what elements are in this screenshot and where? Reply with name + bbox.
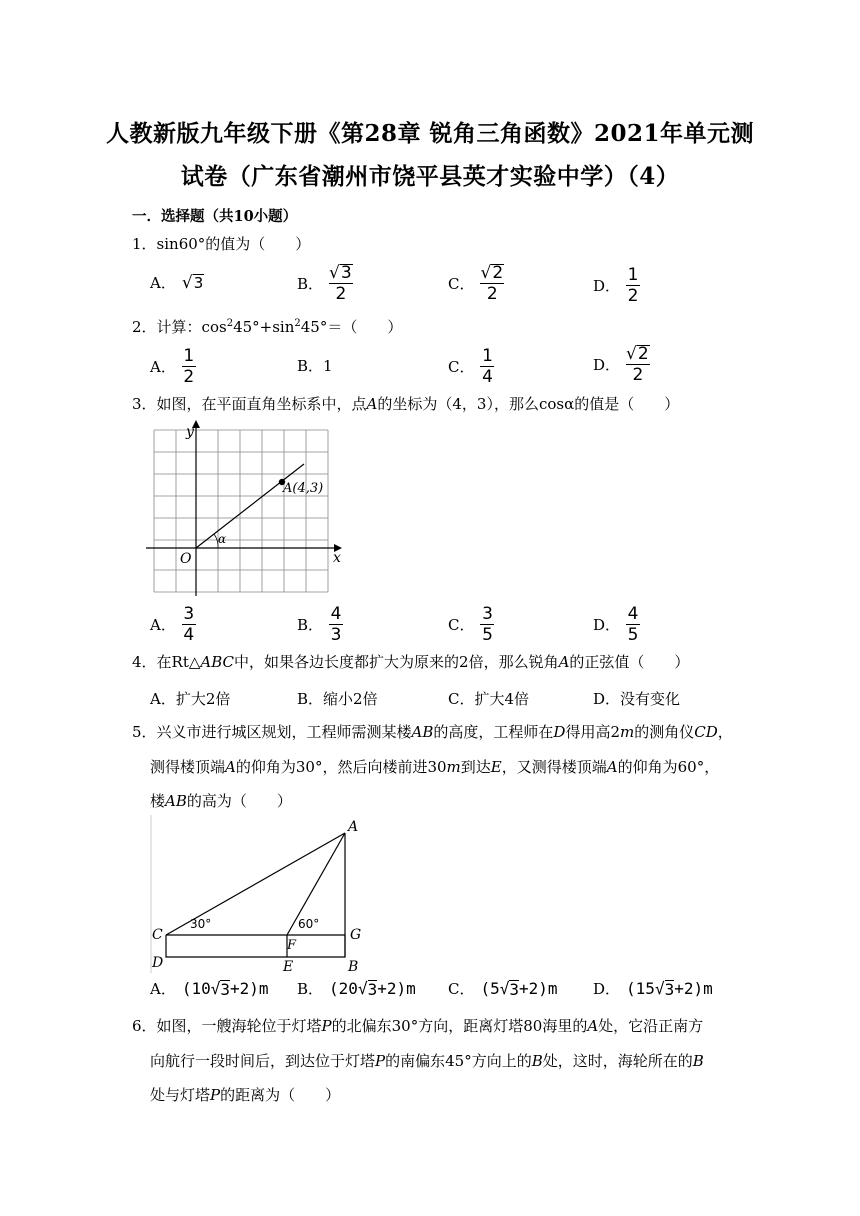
q2-option-c: C． $\frac{1}{4}$ (448, 346, 493, 387)
q5-fig-label-a: A (348, 819, 359, 835)
q5-fig-label-g: G (350, 927, 362, 943)
q5-fig-label-d: D (152, 955, 164, 971)
q4-option-d: D．没有变化 (593, 690, 681, 708)
section-heading: 一．选择题（共10小题） (132, 208, 298, 225)
q6-stem-line1: 6．如图，一艘海轮位于灯塔P的北偏东30°方向，距离灯塔80海里的A处，它沿正南方 (132, 1017, 704, 1035)
q4-option-b: B．缩小2倍 (297, 690, 378, 708)
q5-fig-label-c: C (152, 927, 163, 943)
q5-stem-line3: 楼AB的高为（ ） (150, 792, 292, 810)
q5-fig-label-f: F (287, 938, 297, 953)
q2-stem: 2．计算：$\cos^245^\circ+\sin^245^\circ=$（ ） (132, 318, 403, 336)
q2-option-d: D． √ 2 2 (593, 344, 649, 385)
q3-option-d: D． $\frac{4}{5}$ (593, 604, 639, 645)
q1-option-c: C． √ 2 2 (448, 263, 504, 304)
q2-option-b: B．1 (297, 357, 333, 375)
doc-title-line1: 人教新版九年级下册《第28章 锐角三角函数》2021年单元测 (105, 120, 755, 147)
q1-option-b: B． √ 3 2 (297, 263, 352, 304)
q3-coordinate-figure (146, 420, 351, 596)
q5-stem-line1: 5．兴义市进行城区规划，工程师需测某楼AB的高度，工程师在D得用高2m的测角仪CD， (132, 723, 733, 741)
q4-option-c: C．扩大4倍 (448, 690, 530, 708)
q3-fig-origin-label: O (180, 551, 192, 567)
q3-fig-point-label: A(4,3) (283, 481, 324, 496)
q5-fig-angle-30: 30° (190, 917, 212, 931)
q3-option-c: C． $\frac{3}{5}$ (448, 604, 493, 645)
q5-option-a: A． (10 √ 3 +2)m (150, 979, 269, 999)
q3-fig-y-label: y (186, 424, 194, 440)
q4-stem: 4．在Rt△ABC中，如果各边长度都扩大为原来的2倍，那么锐角A的正弦值（ ） (132, 653, 690, 671)
q5-building-figure (150, 815, 375, 973)
q5-fig-label-b: B (348, 959, 359, 973)
q1-option-a: A． √ 3 (150, 272, 204, 293)
q5-option-c: C． (5 √ 3 +2)m (448, 979, 558, 999)
q4-option-a: A．扩大2倍 (150, 690, 231, 708)
q1-stem: 1．sin60°的值为（ ） (132, 235, 311, 253)
q5-stem-line2: 测得楼顶端A的仰角为30°，然后向楼前进30m到达E，又测得楼顶端A的仰角为60°， (150, 758, 720, 776)
q5-fig-label-e: E (283, 959, 294, 973)
q5-fig-angle-60: 60° (298, 917, 320, 931)
q3-fig-x-label: x (333, 550, 341, 566)
q6-stem-line2: 向航行一段时间后，到达位于灯塔P的南偏东45°方向上的B处，这时，海轮所在的B (150, 1052, 704, 1070)
q6-stem-line3: 处与灯塔P的距离为（ ） (150, 1086, 341, 1104)
q2-option-a: A． $\frac{1}{2}$ (150, 346, 195, 387)
doc-title-line2: 试卷（广东省潮州市饶平县英才实验中学）（4） (180, 163, 680, 190)
q5-option-b: B． (20 √ 3 +2)m (297, 979, 416, 999)
q5-option-d: D． (15 √ 3 +2)m (593, 979, 713, 999)
q3-stem: 3．如图，在平面直角坐标系中，点A的坐标为（4，3），那么cosα的值是（ ） (132, 395, 680, 413)
q3-fig-alpha-label: α (218, 532, 227, 546)
q3-option-a: A． $\frac{3}{4}$ (150, 604, 195, 645)
q3-option-b: B． $\frac{4}{3}$ (297, 604, 342, 645)
q1-option-d: D． $\frac{1}{2}$ (593, 265, 639, 306)
